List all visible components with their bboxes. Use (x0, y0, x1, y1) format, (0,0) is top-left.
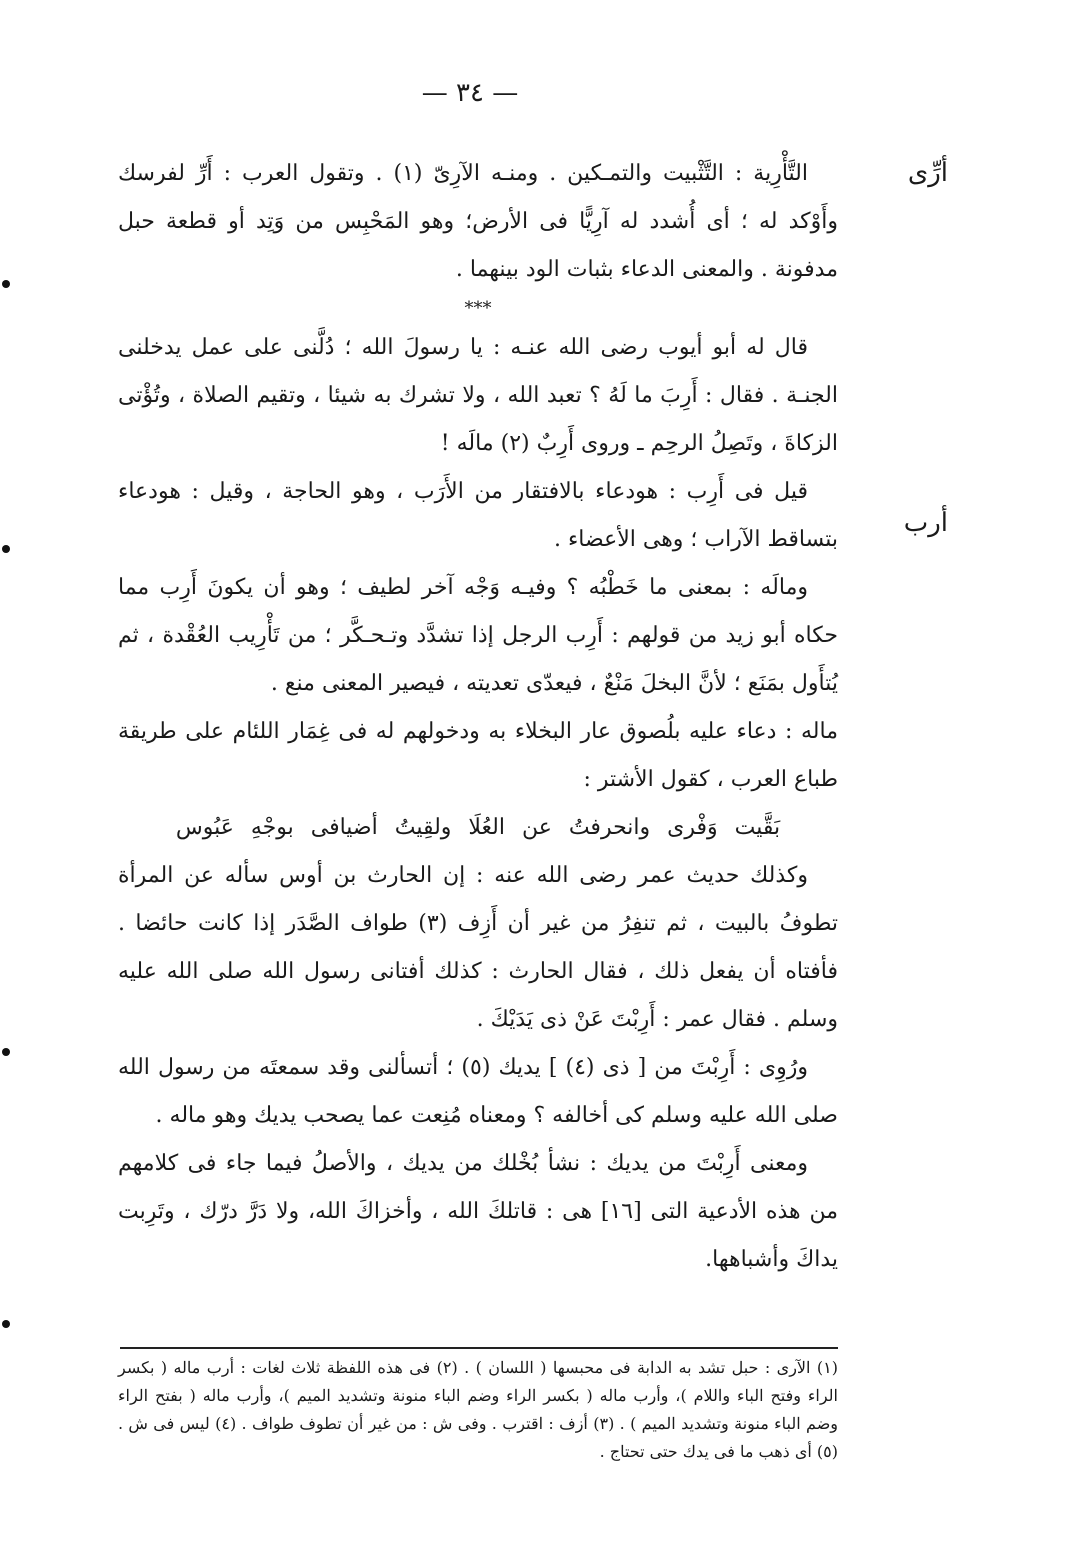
paragraph-arab-definition: قيل فى أَرِب : هودعاء بالافتقار من الأَرَب ، وهو الحاجة ، وقيل : هودعاء بتساقط الآراب ؛ وهى الأعضاء . (118, 479, 838, 552)
paragraph-malah-dua: ماله : دعاء عليه بلُصوق عار البخلاء به ودخولهم له فى غِمَار اللئام على طريقة طباع العرب ، كقول الأشتر : (118, 719, 838, 792)
margin-mark (2, 280, 10, 288)
entry-label-arri: أرِّى (907, 158, 948, 188)
paragraph-hadith-abu-ayyub: قال له أبو أيوب رضى الله عنـه : يا رسولَ الله ؛ دُلَّنى على عمل يدخلنى الجنـة . فقال : أَرِبَ ما لَهُ ؟ تعبد الله ، ولا تشرك به شيئا ، وتقيم الصلاة ، وتُؤْتى الزكاةَ ، وتَصِلُ الرحِم ـ وروى أَرِبٌ (٢) مالَه ! (118, 335, 838, 456)
footnote-text: (١) الآرى : حبل تشد به الدابة فى محبسها ( اللسان ) . (٢) فى هذه اللفظة ثلاث لغات : أرب ماله ( بكسر الراء وفتح الباء واللام )، وأرب ماله ( بكسر الراء وضم الباء منونة وتشديد الميم )، وأرب ماله ( بفتح الراء وضم الباء منونة وتشديد الميم ) . (٣) أزف : اقترب . وفى ش : من غير أن تطوف طواف . (٤) ليس فى ش . (٥) أى ذهب ما فى يدك حتى تحتاج . (118, 1358, 839, 1461)
entry-label-arab: أرب (903, 508, 948, 538)
margin-mark (2, 1320, 10, 1328)
paragraph-meaning: ومعنى أَرِبْتَ من يديك : نشأ بُخْلك من يديك ، والأصلُ فيما جاء فى كلامهم من هذه الأدعية التى [١٦] هى : قاتلكَ الله ، وأخزاكَ الله، ولا دَرَّ درّك ، وتَرِبت يداكَ وأشباهها. (118, 1151, 838, 1272)
paragraph-riwaya: ورُوِى : أَرِبْتَ من [ ذى (٤) ] يديك (٥) ؛ أتسألنى وقد سمعتَه من رسول الله صلى الله عليه وسلم كى أخالفه ؟ ومعناه مُنِعت عما يصحب يديك وهو ماله . (118, 1055, 838, 1128)
section-separator: *** (464, 298, 492, 319)
footnotes (118, 1354, 838, 1466)
page-number: — ٣٤ — (421, 78, 519, 108)
margin-mark (2, 1048, 10, 1056)
paragraph-arri: التَّأْرِية : التَّثْبيت والتمـكين . ومنـه الآرِىّ (١) . وتقول العرب : أَرِّ لفرسك وأَوْكد له ؛ أى أُشدد له آرِيًّا فى الأرض؛ وهو المَحْبِس من وَتِد أو قطعة حبل مدفونة . والمعنى الدعاء بثبات الود بينهما . (118, 161, 838, 282)
paragraph-malah: ومالَه : بمعنى ما خَطْبُه ؟ وفيـه وَجْه آخر لطيف ؛ وهو أن يكونَ أَرِب مما حكاه أبو زيد من قولهم : أَرِب الرجل إذا تشدَّد وتـحـكَّر ؛ من تَأْرِيب العُقْدة ، ثم يُتأَول بمَنَع ؛ لأنَّ البخلَ مَنْعٌ ، فيعدّى تعديته ، فيصير المعنى منع . (118, 575, 838, 696)
main-text (118, 150, 838, 1284)
poetry-verse: بَقَّيت وَفْرى وانحرفتُ عن العُلَا ولقِيتُ أضيافى بوجْهِ عَبُوس (175, 815, 781, 840)
paragraph-hadith-umar: وكذلك حديث عمر رضى الله عنه : إن الحارث بن أوس سأله عن المرأة تطوفُ بالبيت ، ثم تنفِرُ من غير أن أَزِف (٣) طواف الصَّدَر إذا كانت حائضا . فأفتاه أن يفعل ذلك ، فقال الحارث : كذلك أفتانى رسول الله صلى الله عليه وسلم . فقال عمر : أَرِبْتَ عَنْ ذى يَدَيْكَ . (118, 863, 838, 1032)
margin-mark (2, 545, 10, 553)
footnote-rule (120, 1347, 838, 1349)
